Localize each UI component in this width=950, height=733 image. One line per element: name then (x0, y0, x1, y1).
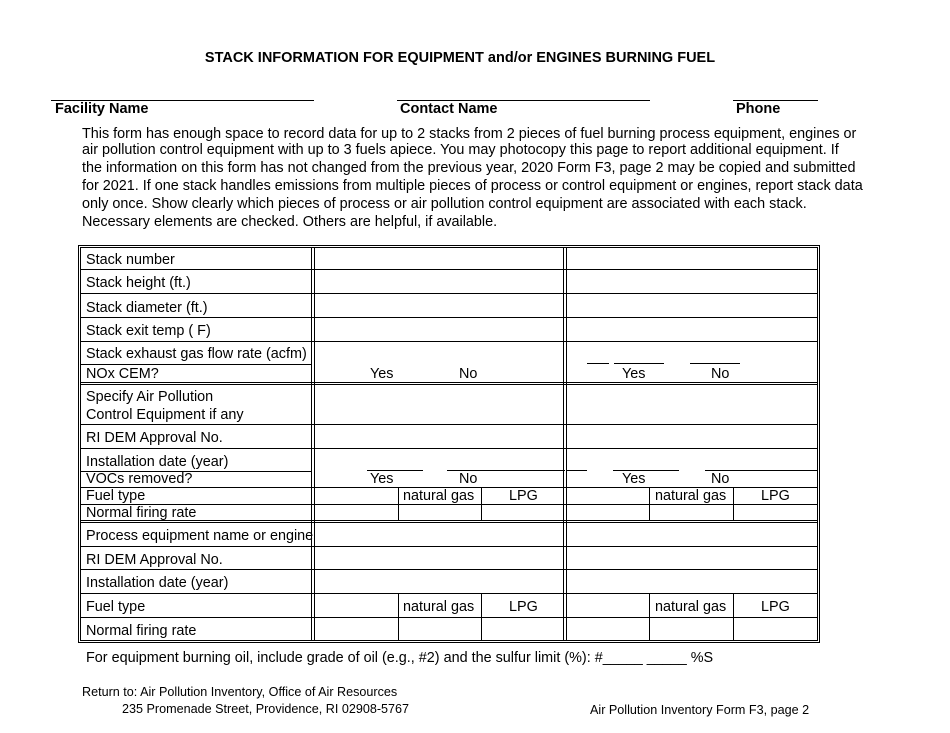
intro-paragraph (82, 128, 872, 231)
label-stack-exit-temp: Stack exit temp ( F) (86, 323, 211, 339)
label-vocs-removed: VOCs removed? (86, 471, 193, 487)
label-normal-firing-rate-2: Normal firing rate (86, 623, 197, 639)
label-apc-line-1: Specify Air Pollution (86, 389, 214, 405)
form-identifier: Air Pollution Inventory Form F3, page 2 (590, 703, 810, 717)
voc-yes-1[interactable]: Yes (370, 471, 394, 487)
fuel-lpg-1b[interactable]: LPG (761, 488, 790, 504)
row-rule (81, 364, 311, 365)
voc-yes-2[interactable]: Yes (622, 471, 646, 487)
row-rule (81, 617, 817, 618)
nox-no-1[interactable]: No (459, 366, 478, 382)
label-installation-date-1: Installation date (year) (86, 454, 229, 470)
label-ri-dem-approval-1: RI DEM Approval No. (86, 430, 223, 446)
fuel-col-line (481, 487, 482, 520)
oil-grade-note: For equipment burning oil, include grade of oil (e.g., #2) and the sulfur limit (%): #_____ _____ %S (86, 650, 714, 666)
row-rule (81, 341, 817, 342)
label-stack-flow: Stack exhaust gas flow rate (acfm) (86, 346, 307, 362)
row-rule (81, 522, 817, 523)
return-address: 235 Promenade Street, Providence, RI 02908-5767 (122, 702, 410, 716)
row-rule (81, 384, 817, 385)
facility-name-label: Facility Name (55, 101, 149, 117)
label-stack-height: Stack height (ft.) (86, 275, 191, 291)
row-rule (81, 593, 817, 594)
row-rule (81, 424, 817, 425)
row-rule (81, 269, 817, 270)
nox-no-blank-2[interactable] (690, 363, 740, 364)
fuel-lpg-1a[interactable]: LPG (509, 488, 538, 504)
fuel-lpg-2a[interactable]: LPG (509, 599, 538, 615)
col-divider-2 (563, 248, 567, 640)
label-fuel-type-1: Fuel type (86, 488, 146, 504)
fuel-col-line (733, 487, 734, 520)
intro-line-1: This form has enough space to record data for up to 2 stacks from 2 pieces of fuel burning process equipment, engines or (82, 126, 857, 142)
nox-yes-blank-2[interactable] (614, 363, 664, 364)
fuel-col-line (398, 487, 399, 520)
phone-label: Phone (736, 101, 781, 117)
fuel-natural-gas-2a[interactable]: natural gas (403, 599, 475, 615)
row-rule (81, 546, 817, 547)
label-stack-diameter: Stack diameter (ft.) (86, 300, 208, 316)
form-title: STACK INFORMATION FOR EQUIPMENT and/or ENGINES BURNING FUEL (204, 50, 716, 66)
fuel-natural-gas-1b[interactable]: natural gas (655, 488, 727, 504)
nox-yes-blank-1[interactable] (587, 363, 609, 364)
row-rule (81, 293, 817, 294)
return-to: Return to: Air Pollution Inventory, Office of Air Resources (82, 685, 398, 699)
intro-line-2: air pollution control equipment with up to 3 fuels apiece. You may photocopy this page to report additional equipment. If (82, 142, 839, 158)
fuel-col-line (481, 593, 482, 640)
fuel-col-line (649, 593, 650, 640)
fuel-col-line (649, 487, 650, 520)
voc-no-2[interactable]: No (711, 471, 730, 487)
intro-rest: the information on this form has not changed from the previous year, 2020 Form F3, page 2 may be copied and submitted for 2021. If one stack handles emissions from multiple pieces of process or control equipment or engines, report stack data only once. Show clearly which pieces of process or air pollution control equipment are associated with each stack. Necessary elements are checked. Others are helpful, if available. (82, 160, 863, 230)
voc-no-1[interactable]: No (459, 471, 478, 487)
row-rule (81, 382, 817, 383)
nox-no-2[interactable]: No (711, 366, 730, 382)
label-nox-cem: NOx CEM? (86, 366, 159, 382)
fuel-col-line (398, 593, 399, 640)
nox-yes-1[interactable]: Yes (370, 366, 394, 382)
row-rule (81, 317, 817, 318)
stack-info-table (78, 245, 820, 643)
label-fuel-type-2: Fuel type (86, 599, 146, 615)
row-rule (81, 569, 817, 570)
contact-name-label: Contact Name (400, 101, 498, 117)
row-rule (81, 448, 817, 449)
fuel-lpg-2b[interactable]: LPG (761, 599, 790, 615)
label-stack-number: Stack number (86, 252, 175, 268)
nox-yes-2[interactable]: Yes (622, 366, 646, 382)
label-installation-date-2: Installation date (year) (86, 575, 229, 591)
label-normal-firing-rate-1: Normal firing rate (86, 505, 197, 521)
col-divider-1 (311, 248, 315, 640)
fuel-col-line (733, 593, 734, 640)
fuel-natural-gas-1a[interactable]: natural gas (403, 488, 475, 504)
label-ri-dem-approval-2: RI DEM Approval No. (86, 552, 223, 568)
label-apc-line-2: Control Equipment if any (86, 407, 244, 423)
fuel-natural-gas-2b[interactable]: natural gas (655, 599, 727, 615)
voc-yes-blank-2[interactable] (567, 470, 587, 471)
label-process-equipment: Process equipment name or engine (86, 528, 314, 544)
